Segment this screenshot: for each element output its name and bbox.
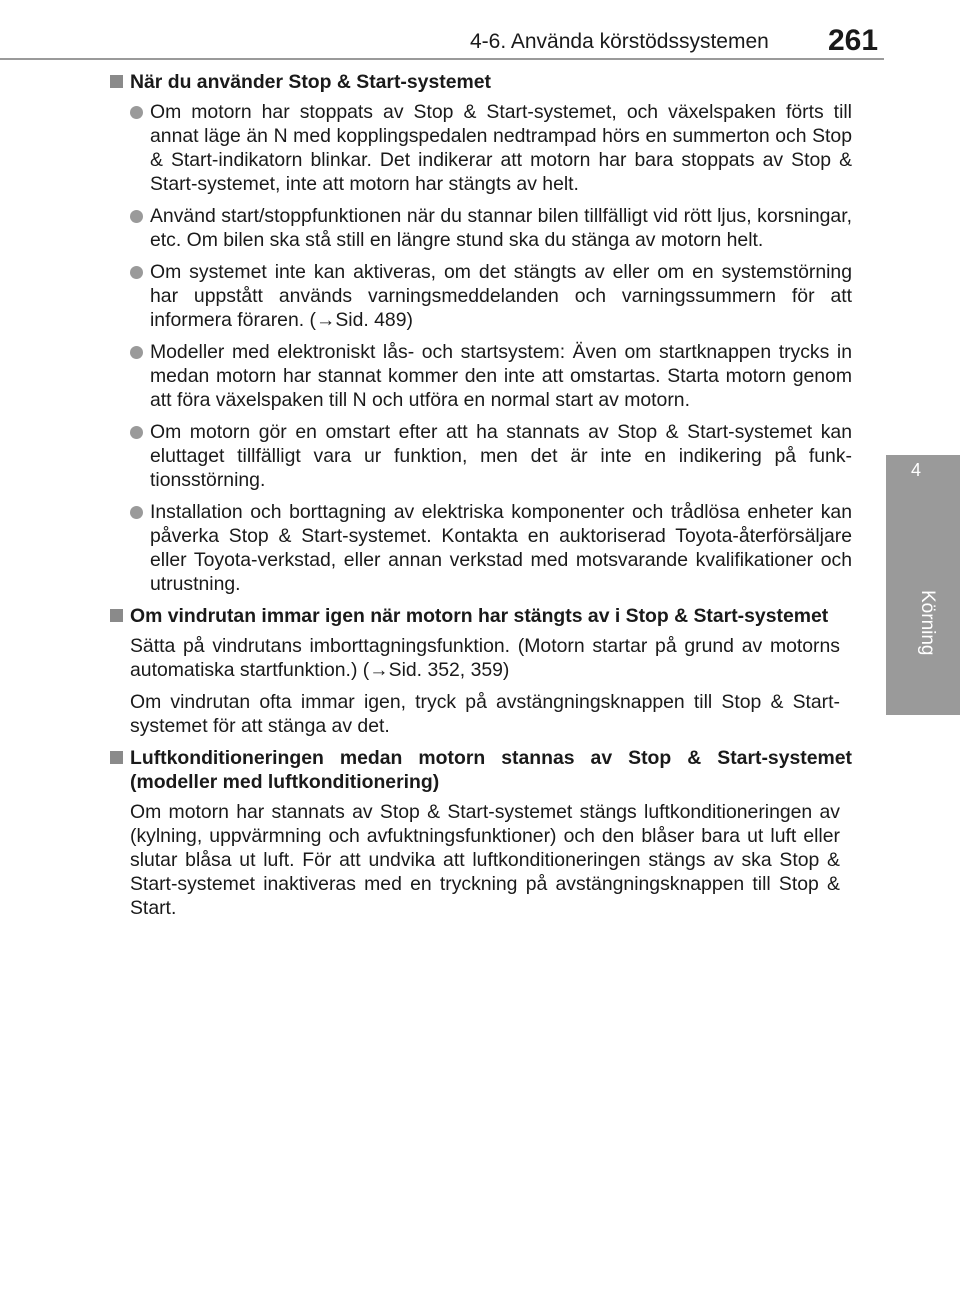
list-item-text: Om motorn gör en omstart efter att ha stannats av Stop & Start-systemet kan eluttaget tillfälligt vara ur funktion, men det är inte en indikering på funktionsstörning. xyxy=(150,421,852,491)
list-item-text: Om systemet inte kan aktiveras, om det stängts av eller om en systemstörning har uppstått används varningsmeddelanden och varningssummern för att informera föraren. (→Sid. 489) xyxy=(150,261,852,331)
chapter-tab xyxy=(886,455,960,715)
list-item-text: Modeller med elektroniskt lås- och startsystem: Även om startknappen trycks in medan motorn har stannat kommer den inte att omstartas. Starta motorn genom att föra växelspaken till N och utföra en normal start av motorn. xyxy=(150,341,852,411)
round-bullet-icon xyxy=(130,346,143,359)
round-bullet-icon xyxy=(130,266,143,279)
section-heading-text: När du använder Stop & Start-systemet xyxy=(130,71,491,93)
page-header xyxy=(0,0,960,60)
list-item xyxy=(110,260,852,332)
square-bullet-icon xyxy=(110,609,123,622)
round-bullet-icon xyxy=(130,426,143,439)
section-heading xyxy=(110,70,852,94)
paragraph: Sätta på vindrutans imborttagningsfunktion. (Motorn startar på grund av motorns automatiska startfunktion.) (→Sid. 352, 359) xyxy=(130,635,840,681)
list-item xyxy=(110,500,852,596)
list-item xyxy=(110,204,852,252)
page-number: 261 xyxy=(828,24,879,57)
list-item xyxy=(110,100,852,196)
section-heading-text: Luftkonditioneringen medan motorn stannas av Stop & Start-systemet (modeller med luftkonditionering) xyxy=(130,747,852,793)
section-title: 4-6. Använda körstödssystemen xyxy=(470,30,769,53)
round-bullet-icon xyxy=(130,506,143,519)
chapter-label: Körning xyxy=(917,590,938,656)
list-item xyxy=(110,340,852,412)
list-item-text: Om motorn har stoppats av Stop & Start-systemet, och växelspaken förts till annat läge än N med kopplingspedalen nedtrampad hörs en summerton och Stop & Start-indikatorn blinkar. Det indikerar att motorn har bara stoppats av Stop & Start-systemet, inte att motorn har stängts av helt. xyxy=(150,101,852,195)
page-content xyxy=(110,70,852,928)
section-heading-text: Om vindrutan immar igen när motorn har stängts av i Stop & Start-systemet xyxy=(130,605,829,627)
list-item-text: Installation och borttagning av elektriska komponenter och trådlösa enheter kan påverka Stop & Start-systemet. Kontakta en auktoriserad Toyota-återförsäljare eller Toyota-verkstad, eller annan verkstad med motsvarande kvalifikationer och utrustning. xyxy=(150,501,852,595)
round-bullet-icon xyxy=(130,210,143,223)
list-item-text: Använd start/stoppfunktionen när du stannar bilen tillfälligt vid rött ljus, korsningar, etc. Om bilen ska stå still en längre stund ska du stänga av motorn helt. xyxy=(150,205,852,251)
chapter-number: 4 xyxy=(910,460,921,480)
square-bullet-icon xyxy=(110,751,123,764)
paragraph: Om vindrutan ofta immar igen, tryck på avstängningsknappen till Stop & Start-systemet för att stänga av det. xyxy=(130,691,840,737)
section-heading xyxy=(110,604,852,628)
square-bullet-icon xyxy=(110,75,123,88)
list-item xyxy=(110,420,852,492)
round-bullet-icon xyxy=(130,106,143,119)
header-rule xyxy=(0,58,884,60)
paragraph: Om motorn har stannats av Stop & Start-systemet stängs luftkonditioneringen av (kylning, uppvärmning och avfuktningsfunktioner) och den blåser bara ut luft eller slutar blåsa ut luft. För att undvika att luftkonditioneringen stängs av ska Stop & Start-systemet inaktiveras med en tryckning på avstängningsknappen till Stop & Start. xyxy=(130,801,840,919)
section-heading xyxy=(110,746,852,794)
